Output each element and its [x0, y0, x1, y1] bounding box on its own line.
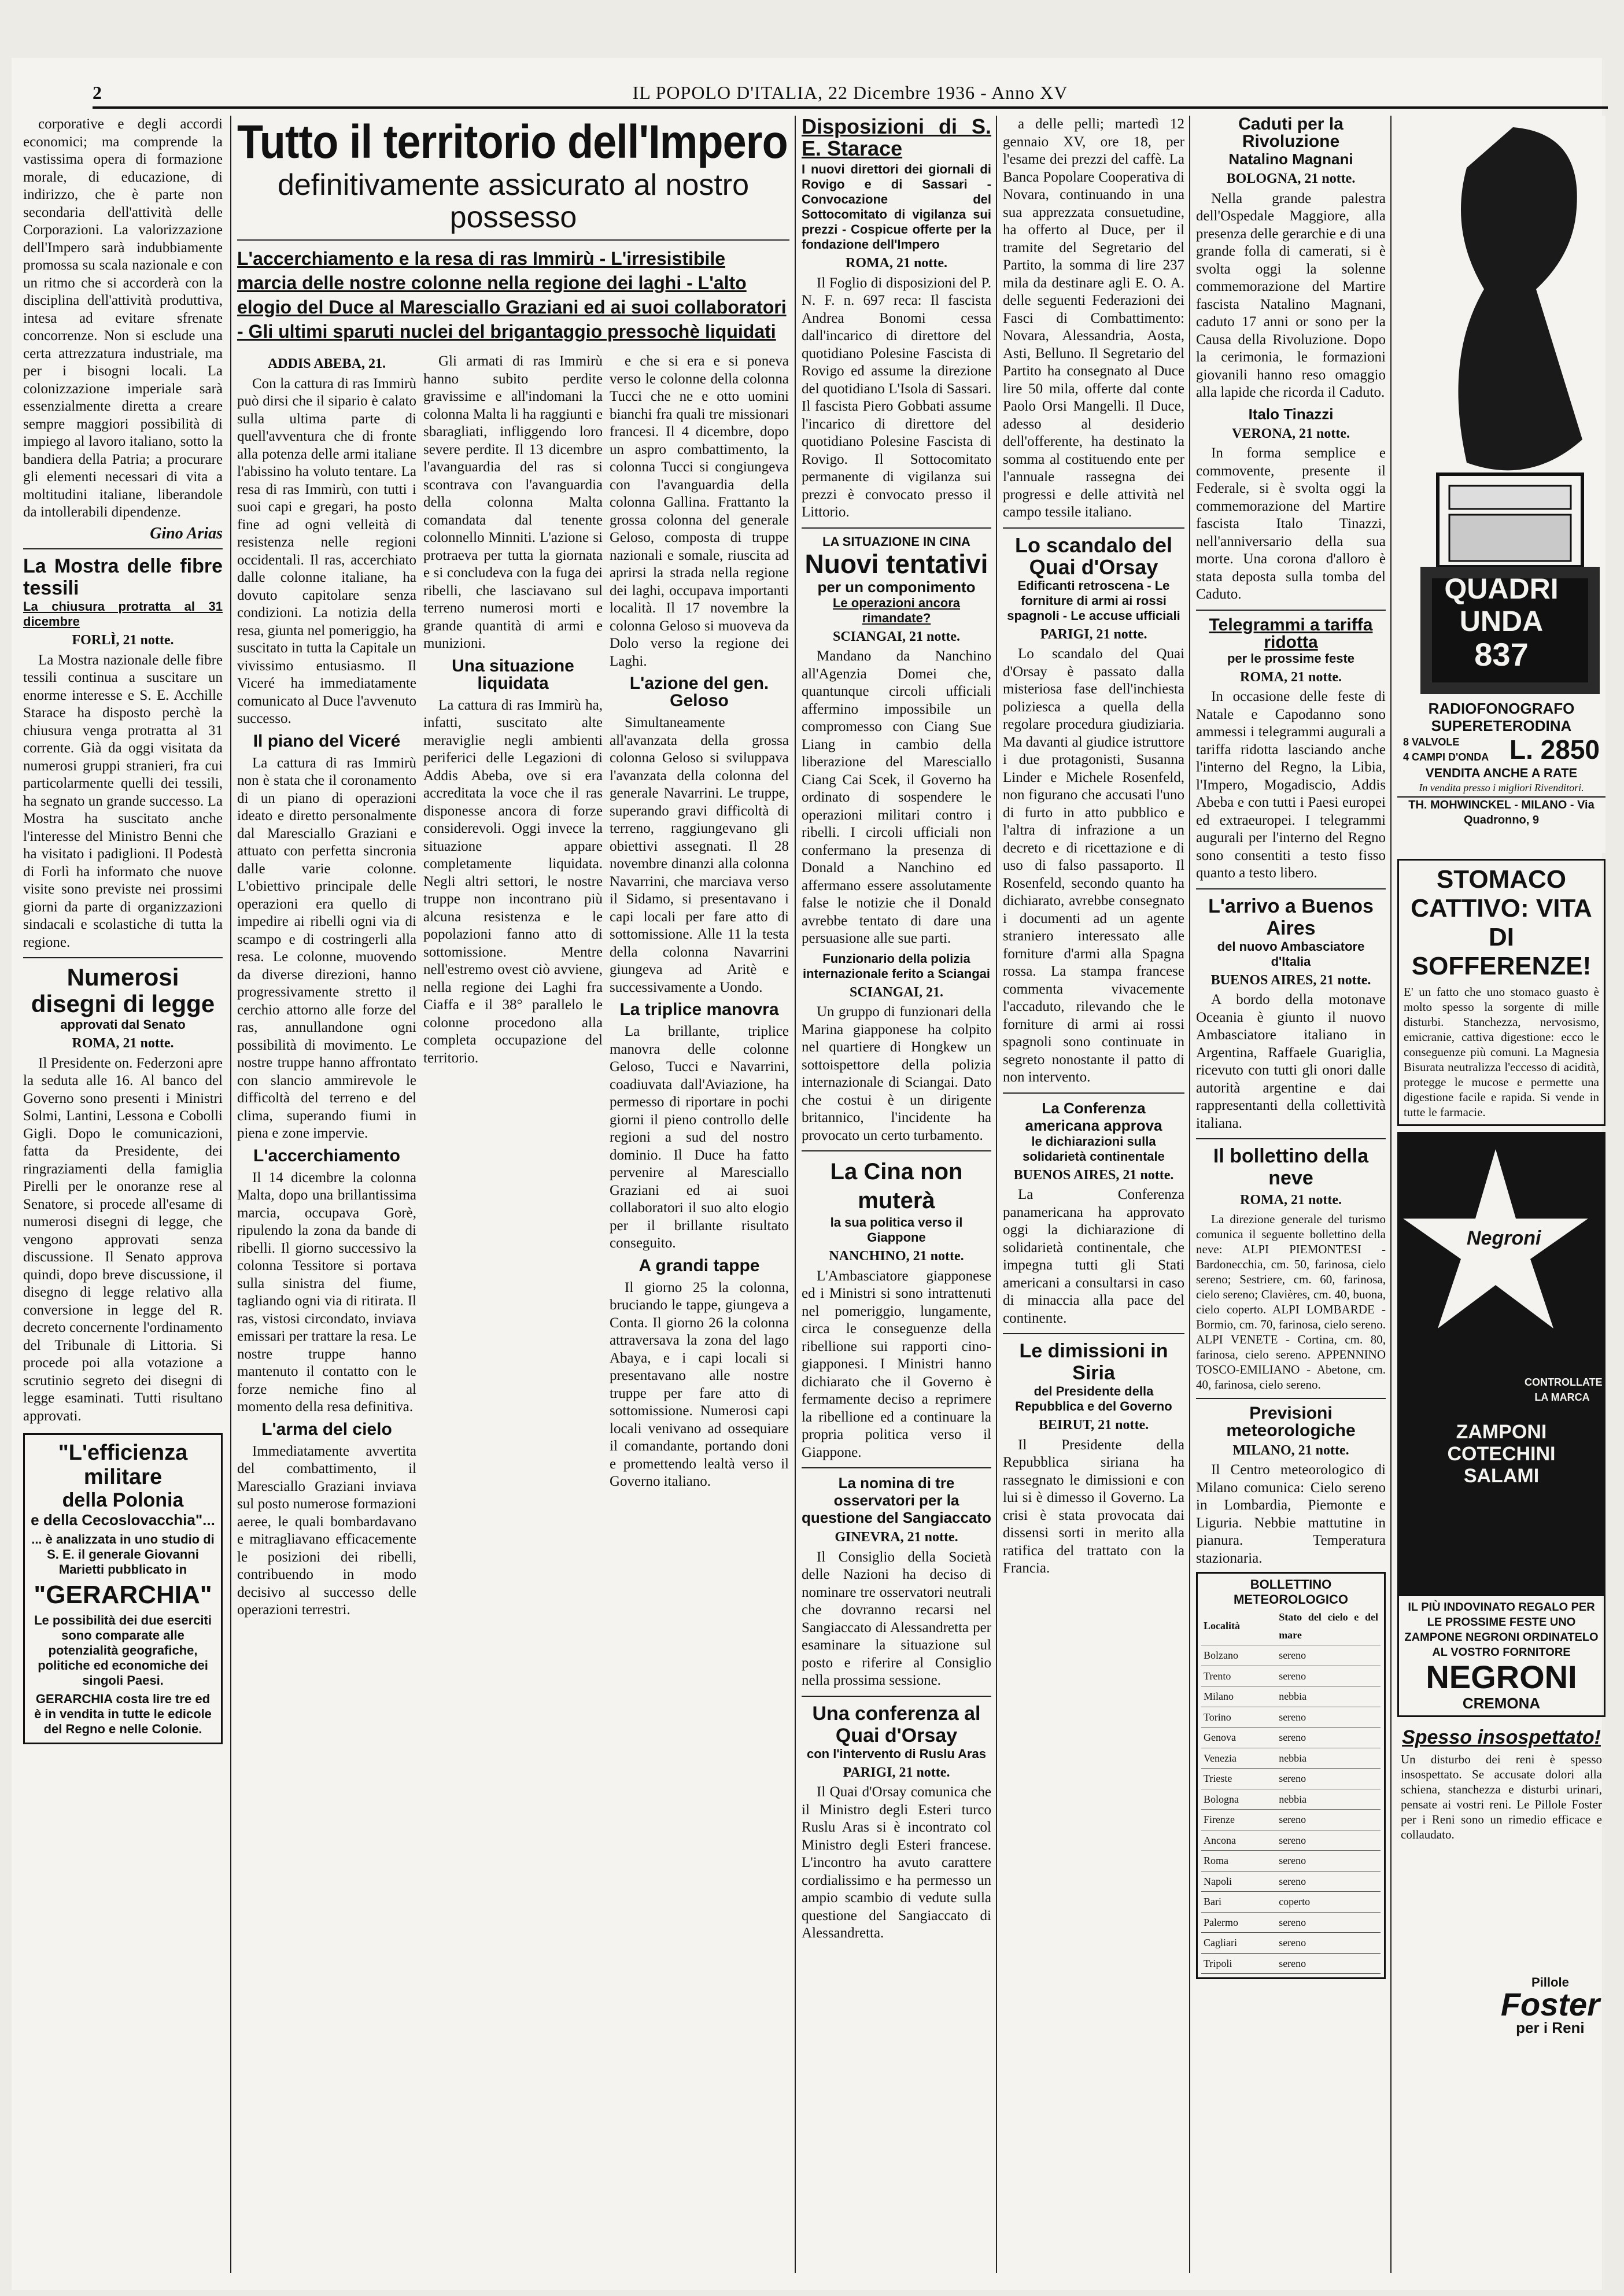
- headline-neve: Il bollettino della neve: [1213, 1145, 1369, 1189]
- headline-starace: Disposizioni di S. E. Starace: [802, 116, 991, 160]
- location-cell: Napoli: [1201, 1871, 1276, 1892]
- box-line: e della Cecoslovacchia"...: [31, 1511, 215, 1529]
- location-cell: Torino: [1201, 1707, 1276, 1727]
- negroni-name: NEGRONI: [1426, 1659, 1577, 1695]
- sky-cell: sereno: [1276, 1933, 1381, 1954]
- unda-title-line: UNDA: [1459, 605, 1544, 637]
- subheadline-conferenza: con l'intervento di Ruslu Aras: [806, 1746, 987, 1761]
- main-column-a: [237, 353, 416, 2267]
- table-row: [1201, 1851, 1381, 1872]
- article-text: La Mostra nazionale delle fibre tessili continua a suscitare un enorme interesse e S. E. Acchille Starace ha disposto perchè la chiusura venga protratta al 31 corrente. Già da oggi visitata da numerosi gruppi stranieri, fra cui particolarmente quelli dei tessili, ha segnato un grande successo. La Mostra ha suscitato anche l'interesse del Ministro Benni che ha visitato i padiglioni. Il Podestà di Forlì ha informato che nuove visite sono previste nei prossimi giorni da parte di organizzazioni sindacali e scolastiche di tutta la regione.: [23, 652, 223, 950]
- section-heading: La triplice manovra: [619, 1000, 779, 1019]
- dateline: BEIRUT, 21 notte.: [1038, 1418, 1149, 1433]
- negroni-product: SALAMI: [1463, 1465, 1540, 1487]
- unda-price: L. 2850: [1509, 734, 1600, 765]
- sky-cell: nebbia: [1276, 1748, 1381, 1769]
- dateline: ROMA, 21 notte.: [1240, 669, 1342, 685]
- weather-bulletin: [1196, 1572, 1386, 1979]
- box-line: GERARCHIA costa lire tre ed è in vendita in tutte le edicole del Regno e nelle Colonie.: [34, 1692, 212, 1736]
- headline-funzionario: Funzionario della polizia internazionale ferito a Sciangai: [803, 951, 990, 981]
- headline-conferenza-americana: La Conferenza americana approva: [1025, 1099, 1162, 1134]
- dateline: BOLOGNA, 21 notte.: [1226, 171, 1356, 186]
- location-cell: Trieste: [1201, 1769, 1276, 1789]
- article-text: Il Centro meteorologico di Milano comunica: Cielo sereno in Lombardia, Piemonte e Liguria. Nebbie mattutine in pianura. Temperatura stazionaria.: [1196, 1462, 1386, 1566]
- section-heading: Una situazione liquidata: [452, 656, 574, 693]
- negroni-city: CREMONA: [1462, 1695, 1541, 1712]
- unda-rate: VENDITA ANCHE A RATE: [1425, 766, 1578, 780]
- unda-details: [1397, 700, 1605, 828]
- location-cell: Trento: [1201, 1666, 1276, 1686]
- dateline: VERONA, 21 notte.: [1232, 426, 1350, 441]
- subheadline-cina: per un componimento: [817, 578, 976, 596]
- foster-pillole: Pillole: [1531, 1975, 1569, 1989]
- dateline: NANCHINO, 21 notte.: [829, 1249, 964, 1264]
- article-text: La cattura di ras Immirù non è stata che il coronamento di un piano di operazioni ideato e diretto personalmente dal Maresciallo Graziani e attuato con perfetta sincronia dalle varie colonne. L'obiettivo principale delle operazioni era quello di impedire ai ribelli ogni via di scampo e di costringerli alla resa. Le colonne, muovendo da diverse direzioni, hanno progressivamente stretto il cerchio attorno alle forze del ras, annullandone ogni possibilità di movimento. Le nostre truppe hanno affrontato con slancio ammirevole le difficoltà del terreno e del clima, superando fiumi in piena e zone impervie.: [237, 755, 416, 1141]
- location-cell: Ancona: [1201, 1830, 1276, 1851]
- foster-brand: [1501, 1975, 1600, 2036]
- main-headline: Tutto il territorio dell'Impero: [237, 116, 788, 168]
- column-rule: [1189, 116, 1190, 2273]
- masthead: [93, 81, 1608, 109]
- table-row: [1201, 1892, 1381, 1913]
- main-column-b: [423, 353, 603, 2267]
- column-rule: [996, 116, 997, 2273]
- sky-cell: sereno: [1276, 1707, 1381, 1727]
- section-heading: L'azione del gen. Geloso: [629, 674, 769, 710]
- headline-nomina: La nomina di tre osservatori per la questione del Sangiaccato: [802, 1474, 991, 1526]
- dateline: ROMA, 21 notte.: [846, 256, 947, 271]
- location-cell: Venezia: [1201, 1748, 1276, 1769]
- headline-disegni: Numerosi disegni di legge: [31, 964, 215, 1017]
- headline-mostra: La Mostra delle fibre tessili: [23, 555, 223, 599]
- column-five: [802, 116, 991, 2267]
- foster-title: Spesso insospettato!: [1402, 1726, 1601, 1748]
- headline-conferenza: Una conferenza al Quai d'Orsay: [812, 1702, 981, 1747]
- table-row: [1201, 1645, 1381, 1666]
- main-deck: L'accerchiamento e la resa di ras Immirù - L'irresistibile marcia delle nostre colonne nella regione dei laghi - L'alto elogio del Duce al Maresciallo Graziani ed ai suoi collaboratori - Gli ultimi sparuti nuclei del brigantaggio pressochè liquidati: [237, 248, 787, 342]
- article-text: Il giorno 25 la colonna, bruciando le tappe, giungeva a Conta. Il giorno 26 la colonna attraversava la zona del lago Abaya, e i capi locali si presentavano alle nostre truppe per fare atto di sottomissione. Numerosi capi locali venivano ad ossequiare il comandante, portando doni e promettendo lealtà verso il Governo italiano.: [610, 1279, 789, 1489]
- subheadline-starace: I nuovi direttori dei giornali di Rovigo e di Sassari - Convocazione del Sottocomitato di vigilanza sui prezzi - Cospicue offerte per la fondazione dell'Impero: [802, 162, 991, 252]
- sky-cell: sereno: [1276, 1871, 1381, 1892]
- article-text: La cattura di ras Immirù ha, infatti, suscitato alte meraviglie negli ambienti periferici delle Legazioni di Addis Abeba, ove si era accreditata la voce che il ras disponesse ancora di forze considerevoli. Oggi invece la situazione appare completamente liquidata. Negli altri settori, le nostre truppe non incontrano più alcuna resistenza e le popolazioni fanno atto di sottomissione. Mentre nell'estremo ovest ciò avviene, nella regione dei Laghi fra Ciaffa e il 38° parallelo le colonne procedono alla completa occupazione del territorio.: [423, 697, 603, 1066]
- negroni-banner-text: IL PIÙ INDOVINATO REGALO PER LE PROSSIME FESTE UNO ZAMPONE NEGRONI ORDINATELO AL VOSTRO FORNITORE: [1404, 1601, 1599, 1659]
- location-cell: Bari: [1201, 1892, 1276, 1913]
- unda-title-line: QUADRI: [1444, 573, 1559, 605]
- unda-valves: 8 VALVOLE: [1403, 736, 1460, 748]
- sky-cell: sereno: [1276, 1912, 1381, 1933]
- dateline: ADDIS ABEBA, 21.: [267, 356, 386, 371]
- sky-cell: sereno: [1276, 1851, 1381, 1872]
- dateline: MILANO, 21 notte.: [1232, 1442, 1349, 1458]
- sky-cell: sereno: [1276, 1666, 1381, 1686]
- article-text: Lo scandalo del Quai d'Orsay è passato dalla misteriosa fase dell'inchiesta poliziesca a quella della regolare procedura giudiziaria. Ma davanti al giudice istruttore i due protagonisti, Susanna Linder e Michele Rosenfeld, non figurano che accusati l'uno di furto in atto pubblico e l'altra di infrazione a un decreto e di ricettazione e di uso di falso passaporto. Il Rosenfeld, secondo quanto ha dichiarato, avrebbe consegnato i documenti ad un agente straniero interessato alle forniture d'armi alla Spagna rossa. La stampa francese commenta vivacemente l'accaduto, rilevando che le forniture di armi ai rossi spagnoli sono continuate in segreto nonostante il patto di non intervento.: [1003, 646, 1184, 1085]
- table-row: [1201, 1727, 1381, 1748]
- section-heading: A grandi tappe: [638, 1256, 760, 1275]
- dateline: PARIGI, 21 notte.: [843, 1765, 950, 1780]
- article-text: Immediatamente avvertita del combattimento, il Maresciallo Graziani inviava sul posto numerose formazioni aeree, le quali bombardavano e mitragliavano efficacemente le posizioni dei ribelli, contribuendo in modo decisivo al successo delle operazioni terrestri.: [237, 1443, 416, 1618]
- article-text: a delle pelli; martedì 12 gennaio XV, ore 18, per l'esame dei prezzi del caffè. La Banca Popolare Cooperativa di Novara, continuando in una sua apprezzata consuetudine, ha offerto al Duce, per il tramite del Segretario del Partito, la somma di lire 237 mila da destinare agli E. O. A. delle seguenti Federazioni dei Fasci di Combattimento: Novara, Alessandria, Aosta, Asti, Belluno. Il Segretario del Partito ha consegnato al Duce lire 50 mila, offerte dal conte Paolo Orsi Mangelli. Il Duce, adesso al desiderio dell'offerente, ha destinato la somma al costituendo ente per l'annuale rassegna dei progressi e delle attività nel campo tessile italiano.: [1003, 116, 1184, 520]
- table-header: Stato del cielo e del mare: [1276, 1607, 1381, 1645]
- name-tinazzi: Italo Tinazzi: [1248, 405, 1334, 423]
- article-text: Il Quai d'Orsay comunica che il Ministro degli Esteri turco Ruslu Aras si è incontrato col Ministro degli Esteri francese. L'incontro ha avuto carattere cordialissimo e ha permesso un ampio scambio di vedute sulla questione del Sangiaccato di Alessandretta.: [802, 1784, 991, 1941]
- table-row: [1201, 1789, 1381, 1810]
- negroni-banner: [1397, 1594, 1605, 1717]
- article-text: Un gruppo di funzionari della Marina giapponese ha colpito nel quartiere di Hongkew un sottoispettore della polizia internazionale di Sciangai. Dato che costui è un dirigente britannico, l'incidente ha provocato un certo turbamento.: [802, 1004, 991, 1143]
- location-cell: Palermo: [1201, 1912, 1276, 1933]
- stomaco-text: E' un fatto che uno stomaco guasto è molto spesso la sorgente di mille disturbi. Stanchezza, nervosismo, emicranie, cattiva digestione: ecco le conseguenze più comuni. La Magnesia Bisurata neutralizza l'eccesso di acidità, protegge le mucose e permette una digestione facile e rapida. Si vende in tutte le farmacie.: [1404, 985, 1599, 1119]
- main-column-c: [610, 353, 789, 2267]
- dateline: SCIANGAI, 21 notte.: [832, 629, 960, 644]
- main-subheadline: definitivamente assicurato al nostro possesso: [277, 168, 750, 234]
- article-text: Gli armati di ras Immirù hanno subito perdite gravissime e all'indomani la colonna Malta li ha raggiunti e sbaragliati, infliggendo loro severe perdite. Il 13 dicembre l'avanguardia del ras si scontrava con l'avanguardia della colonna Malta comandata dal tenente colonnello Minniti. L'azione si protraeva per tutta la giornata e si concludeva con la fuga dei ribelli, che lasciavano sul terreno numerosi morti e grande quantità di armi e munizioni.: [423, 353, 603, 651]
- article-text: Con la cattura di ras Immirù può dirsi che il sipario è calato sulla ultima parte di quell'avventura che di fronte alla potenza delle armi italiane l'abissino ha voluto tentare. La resa di ras Immirù, con tutti i suoi capi e gregari, ha posto fine ad ogni velleità di resistenza nelle regioni occidentali. Il ras, accerchiato dalle colonne italiane, ha dovuto capitolare senza condizioni. La notizia della resa, giunta nel pomeriggio, ha suscitato in tutta la Capitale un vivissimo entusiasmo. Il Viceré ha immediatamente comunicato al Duce l'avvenuto successo.: [237, 375, 416, 726]
- subheadline-mostra: La chiusura protratta al 31 dicembre: [23, 599, 223, 629]
- article-text: La Conferenza panamericana ha approvato oggi la dichiarazione di solidarietà continentale, che impegna tutti gli Stati americani a consultarsi in caso di minaccia alla pace del continente.: [1003, 1187, 1184, 1326]
- column-left: [23, 116, 223, 2267]
- subheadline-telegrammi: per le prossime feste: [1227, 651, 1355, 666]
- sky-cell: sereno: [1276, 1830, 1381, 1851]
- foster-name: Foster: [1500, 1986, 1600, 2022]
- location-cell: Bologna: [1201, 1789, 1276, 1810]
- location-cell: Milano: [1201, 1686, 1276, 1707]
- dateline: GINEVRA, 21 notte.: [835, 1530, 958, 1545]
- article-text: L'Ambasciatore giapponese ed i Ministri si sono intrattenuti nel pomeriggio, lungamente, circa le conseguenze della ribellione sui rapporti cino-giapponesi. I Ministri hanno dichiarato che il Governo è fermamente deciso a reprimere la ribellione ed a continuare la propria politica verso il Giappone.: [802, 1268, 991, 1460]
- page-number: 2: [93, 82, 102, 103]
- table-row: [1201, 1707, 1381, 1727]
- table-row: [1201, 1686, 1381, 1707]
- subheadline-arrivo: del nuovo Ambasciatore d'Italia: [1217, 939, 1365, 969]
- main-headline-block: [237, 116, 789, 347]
- dateline: ROMA, 21 notte.: [72, 1036, 174, 1051]
- negroni-product: COTECHINI: [1447, 1443, 1556, 1465]
- article-text: Il Presidente on. Federzoni apre la seduta alle 16. Al banco del Governo sono presenti i Ministri Solmi, Lantini, Lessona e Cobolli Gigli. Dopo le comunicazioni, fatta da Presidente, dei ringraziamenti della famiglia Pirelli per le onoranze rese al Senatore, si procede all'esame di numerosi disegni di legge, che vengono approvati senza discussione. Il Senato approva quindi, dopo breve discussione, il disegno di legge relativo alla conversione in legge del R. decreto concernente l'ordinamento del Tribunale di Littoria. Si procede poi alla votazione a scrutinio segreto dei disegni di legge esaminati. Tutti risultano approvati.: [23, 1055, 223, 1424]
- location-cell: Bolzano: [1201, 1645, 1276, 1666]
- table-row: [1201, 1830, 1381, 1851]
- article-text: Il 14 dicembre la colonna Malta, dopo una brillantissima marcia, occupava Gorè, ripulendo la zona da bande di ribelli. Il giorno successivo la colonna Tessitore si portava sulla sinistra del fiume, tagliando ogni via di ritirata. Il ras, vistosi circondato, inviava emissari per trattare la resa. Le nostre truppe hanno mantenuto il contatto con le forze nemiche fino al momento della resa definitiva.: [237, 1169, 416, 1415]
- section-heading: L'accerchiamento: [253, 1146, 400, 1165]
- location-cell: Genova: [1201, 1727, 1276, 1748]
- section-heading: Il piano del Viceré: [253, 731, 401, 751]
- table-row: [1201, 1769, 1381, 1789]
- box-line: ... è analizzata in uno studio di S. E. il generale Giovanni Marietti pubblicato in: [31, 1532, 215, 1577]
- article-text: La brillante, triplice manovra delle colonne Geloso, Tucci e Navarrini, coadiuvata dall'Aviazione, ha permesso di riportare in pochi giorni il pieno controllo delle regioni a sud del nostro dominio. Il Duce ha fatto pervenire al Maresciallo Graziani ed ai suoi collaboratori il suo alto elogio per il brillante risultato conseguito.: [610, 1024, 789, 1251]
- headline-siria: Le dimissioni in Siria: [1019, 1340, 1168, 1384]
- column-rule: [230, 116, 231, 2273]
- ads-column: [1397, 116, 1605, 2267]
- location-cell: Roma: [1201, 1851, 1276, 1872]
- article-text: Mandano da Nanchino all'Agenzia Domei che, quantunque circoli ufficiali affermino impossibile un compromesso con Ciang Sue Liang in cambio della liberazione del Maresciallo Ciang Cai Scek, il Governo ha ordinato di sospendere le operazioni militari contro i ribelli. I circoli ufficiali non confermano la presenza di Donald a Nanchino ed affermano essere assolutamente false le notizie che il Donald avrebbe tentato di dare una persuasione alle sue parti.: [802, 648, 991, 946]
- star-logo: [1397, 1132, 1605, 1375]
- unda-firm: TH. MOHWINCKEL - MILANO - Via Quadronno, 9: [1397, 796, 1605, 828]
- negroni-controllate: CONTROLLATE LA MARCA: [1525, 1376, 1603, 1403]
- headline-arrivo: L'arrivo a Buenos Aires: [1208, 895, 1374, 939]
- column-rule: [1390, 116, 1392, 2273]
- subheadline-quai: Edificanti retroscena - Le forniture di armi ai rossi spagnoli - Le accuse ufficiali: [1007, 578, 1180, 623]
- subheadline-disegni: approvati dal Senato: [60, 1017, 186, 1032]
- sky-cell: sereno: [1276, 1769, 1381, 1789]
- headline-previsioni: Previsioni meteorologiche: [1226, 1403, 1356, 1440]
- foster-text: Un disturbo dei reni è spesso insospettato. Se accusate dolori alla schiena, stanchezza e disturbi urinari, pensate ai vostri reni. Le Pillole Foster per i Reni sono un rimedio efficace e collaudato.: [1401, 1752, 1602, 1841]
- table-row: [1201, 1871, 1381, 1892]
- foster-reni: per i Reni: [1516, 2019, 1585, 2036]
- article-text: Il Foglio di disposizioni del P. N. F. n. 697 reca: Il fascista Andrea Bonomi cessa dall'incarico di direttore del quotidiano Polesine Fascista di Rovigo ed assume la direzione del quotidiano L'Isola di Sassari. Il fascista Piero Gobbati assume l'incarico di direttore del quotidiano Polesine Fascista di Rovigo. Il Sottocomitato permanente di vigilanza sui prezzi è convocato presso il Littorio.: [802, 275, 991, 520]
- article-intro: corporative e degli accordi economici; ma comprende la vastissima opera di formazione morale, di educazione, di indirizzo, che è parte non secondaria dell'attività delle Corporazioni. La valorizzazione dell'Impero sarà indubbiamente promossa su scala nazionale e con un ritmo che si accorderà con la disciplina dell'attività produttiva, intesa ad evitare sfrenate concorrenze. Non si esclude una certa attrezzatura industriale, ma per i bisogni locali. La colonizzazione imperiale sarà essenzialmente diretta a creare sempre maggiori possibilità di impiego al lavoro italiano, sotto la bandiera della Patria; a procurare gli elementi necessari di vita a moltitudini italiane, liberandole da intollerabili dipendenze.: [23, 116, 223, 520]
- table-row: [1201, 1953, 1381, 1974]
- sky-cell: sereno: [1276, 1645, 1381, 1666]
- dateline: FORLÌ, 21 notte.: [72, 633, 174, 648]
- headline-caduti: Caduti per la Rivoluzione: [1238, 116, 1344, 151]
- sky-cell: sereno: [1276, 1953, 1381, 1974]
- bulletin-title: BOLLETTINO METEOROLOGICO: [1234, 1577, 1348, 1607]
- table-row: [1201, 1933, 1381, 1954]
- article-text: La direzione generale del turismo comunica il seguente bollettino della neve: ALPI PIEMONTESI - Bardonecchia, cm. 50, farinosa, cielo sereno; Sestriere, cm. 60, farinosa, cielo sereno; Clavières, cm. 40, buona, cielo coperto. ALPI LOMBARDE - Bormio, cm. 70, farinosa, cielo sereno. ALPI VENETE - Cortina, cm. 80, farinosa, cielo sereno. APPENNINO TOSCO-EMILIANO - Abetone, cm. 40, farinosa, cielo sereno.: [1196, 1212, 1386, 1391]
- dateline: BUENOS AIRES, 21 notte.: [1013, 1167, 1174, 1183]
- negroni-ad: [1397, 1132, 1605, 1594]
- headline-mutera: La Cina non muterà: [830, 1159, 963, 1213]
- section-heading: L'arma del cielo: [261, 1419, 392, 1439]
- article-author: Gino Arias: [150, 524, 223, 542]
- subheadline-cina-q: Le operazioni ancora rimandate?: [832, 595, 961, 625]
- box-magazine: "GERARCHIA": [34, 1581, 212, 1609]
- article-text: In occasione delle feste di Natale e Capodanno sono ammessi i telegrammi augurali a tariffa ridotta lasciando anche l'interno del Regno, la Libia, l'Impero, Mogadiscio, Addis Abeba e con tutti i Paesi europei ed extraeuropei. I telegrammi augurali per l'interno del Regno sono consentiti a testo fisso quanto a testo libero.: [1196, 689, 1386, 881]
- dateline: ROMA, 21 notte.: [1240, 1193, 1342, 1208]
- article-text: A bordo della motonave Oceania è giunto il nuovo Ambasciatore italiano in Argentina, Raffaele Guariglia, ricevuto con tutti gli onori dalle autorità argentine e dai rappresentanti della collettività italiana.: [1196, 992, 1386, 1131]
- sky-cell: sereno: [1276, 1810, 1381, 1830]
- foster-ad: [1397, 1723, 1605, 2042]
- column-seven: [1196, 116, 1386, 2267]
- article-text: In forma semplice e commovente, presente il Federale, si è svolta oggi la commemorazione del Martire fascista Italo Tinazzi, nell'anniversario della sua morte. Una corona d'alloro è stata deposta sulla tomba del Caduto.: [1196, 445, 1386, 602]
- table-row: [1201, 1912, 1381, 1933]
- sky-cell: coperto: [1276, 1892, 1381, 1913]
- unda-line: SUPERETERODINA: [1431, 717, 1572, 734]
- column-six: [1003, 116, 1184, 2267]
- article-text: Nella grande palestra dell'Ospedale Maggiore, alla presenza delle gerarchie e di una grande folla di camerati, si è svolta oggi la solenne commemorazione del Martire fascista Natalino Magnani, caduto 17 anni or sono per la Causa della Rivoluzione. Dopo la cerimonia, le formazioni giovanili hanno reso omaggio alla lapide che ricorda il Caduto.: [1196, 190, 1386, 400]
- unda-line: RADIOFONOGRAFO: [1428, 700, 1575, 717]
- article-text: Il Presidente della Repubblica siriana ha rassegnato le dimissioni e con lui si è dimesso il Governo. La crisi è stata provocata dai dissensi sorti in merito alla ratifica del trattato con la Francia.: [1003, 1437, 1184, 1576]
- headline-cina: Nuovi tentativi: [804, 548, 988, 579]
- article-text: Simultaneamente all'avanzata della grossa colonna Geloso si sviluppava l'avanzata della colonna del generale Navarrini. Le truppe, superando gravi difficoltà di terreno, raggiungevano gli obiettivi assegnati. Il 28 novembre dinanzi alla colonna Navarrini, che marciava verso il Sidamo, si presentavano i capi locali per fare atto di sottomissione. Alle 11 la testa della colonna Navarrini giungeva ad Aritè e successivamente a Uondo.: [610, 715, 789, 995]
- dateline: SCIANGAI, 21.: [849, 984, 944, 1000]
- negroni-product: ZAMPONI: [1456, 1421, 1547, 1443]
- location-cell: Cagliari: [1201, 1933, 1276, 1954]
- location-cell: Tripoli: [1201, 1953, 1276, 1974]
- kicker: LA SITUAZIONE IN CINA: [822, 534, 970, 549]
- unda-waves: 4 CAMPI D'ONDA: [1403, 751, 1489, 763]
- headline-quai: Lo scandalo del Quai d'Orsay: [1014, 533, 1173, 579]
- box-line: Le possibilità dei due eserciti sono comparate alle potenzialità geografiche, politiche ed economiche dei singoli Paesi.: [34, 1613, 212, 1688]
- table-row: [1201, 1666, 1381, 1686]
- subheadline-mutera: la sua politica verso il Giappone: [830, 1215, 963, 1245]
- table-header: Località: [1201, 1607, 1276, 1645]
- unda-dealers: In vendita presso i migliori Rivenditori.: [1419, 782, 1584, 793]
- name-magnani: Natalino Magnani: [1228, 150, 1353, 168]
- location-cell: Firenze: [1201, 1810, 1276, 1830]
- stomaco-title: STOMACO CATTIVO: VITA DI SOFFERENZE!: [1411, 865, 1592, 980]
- negroni-brand: Negroni: [1467, 1227, 1541, 1249]
- weather-table: [1201, 1607, 1381, 1974]
- unda-title-block: [1397, 573, 1605, 672]
- table-row: [1201, 1748, 1381, 1769]
- stomaco-ad: [1397, 859, 1605, 1126]
- sky-cell: sereno: [1276, 1727, 1381, 1748]
- article-text: Il Consiglio della Società delle Nazioni ha deciso di nominare tre osservatori neutrali che dovranno recarsi nel Sangiaccato di Alessandretta per esaminare la situazione sul posto e riferire al Consiglio nella prossima sessione.: [802, 1549, 991, 1688]
- unda-model: 837: [1474, 636, 1529, 673]
- column-rule: [795, 116, 796, 2273]
- subheadline-siria: del Presidente della Repubblica e del Governo: [1015, 1384, 1172, 1413]
- dateline: BUENOS AIRES, 21 notte.: [1210, 972, 1371, 988]
- headline-telegrammi: Telegrammi a tariffa ridotta: [1209, 615, 1373, 652]
- masthead-title: IL POPOLO D'ITALIA, 22 Dicembre 1936 - Anno XV: [632, 82, 1068, 103]
- sky-cell: nebbia: [1276, 1686, 1381, 1707]
- sky-cell: nebbia: [1276, 1789, 1381, 1810]
- box-title: "L'efficienza militare: [58, 1441, 188, 1489]
- table-row: [1201, 1810, 1381, 1830]
- subheadline-conferenza-americana: le dichiarazioni sulla solidarietà continentale: [1023, 1134, 1165, 1164]
- box-line: della Polonia: [62, 1489, 184, 1511]
- unda-radio-ad: [1397, 116, 1605, 853]
- gerarchia-box: [23, 1433, 223, 1744]
- article-text: e che si era e si poneva verso le colonne della colonna Tucci che ne e otto uomini bianchi fra quali tre missionari francesi. Il 4 dicembre, dopo un aspro combattimento, la colonna Tucci si congiungeva con l'avanguardia della colonna Gallina. Frattanto la grossa colonna del generale Geloso, composta di truppe nazionali e somale, riuscita ad aprirsi la strada nella regione dei laghi, occupava importanti località. Il 17 novembre la colonna Geloso si muoveva da Dolo verso la regione dei Laghi.: [610, 353, 789, 669]
- dateline: PARIGI, 21 notte.: [1040, 626, 1147, 642]
